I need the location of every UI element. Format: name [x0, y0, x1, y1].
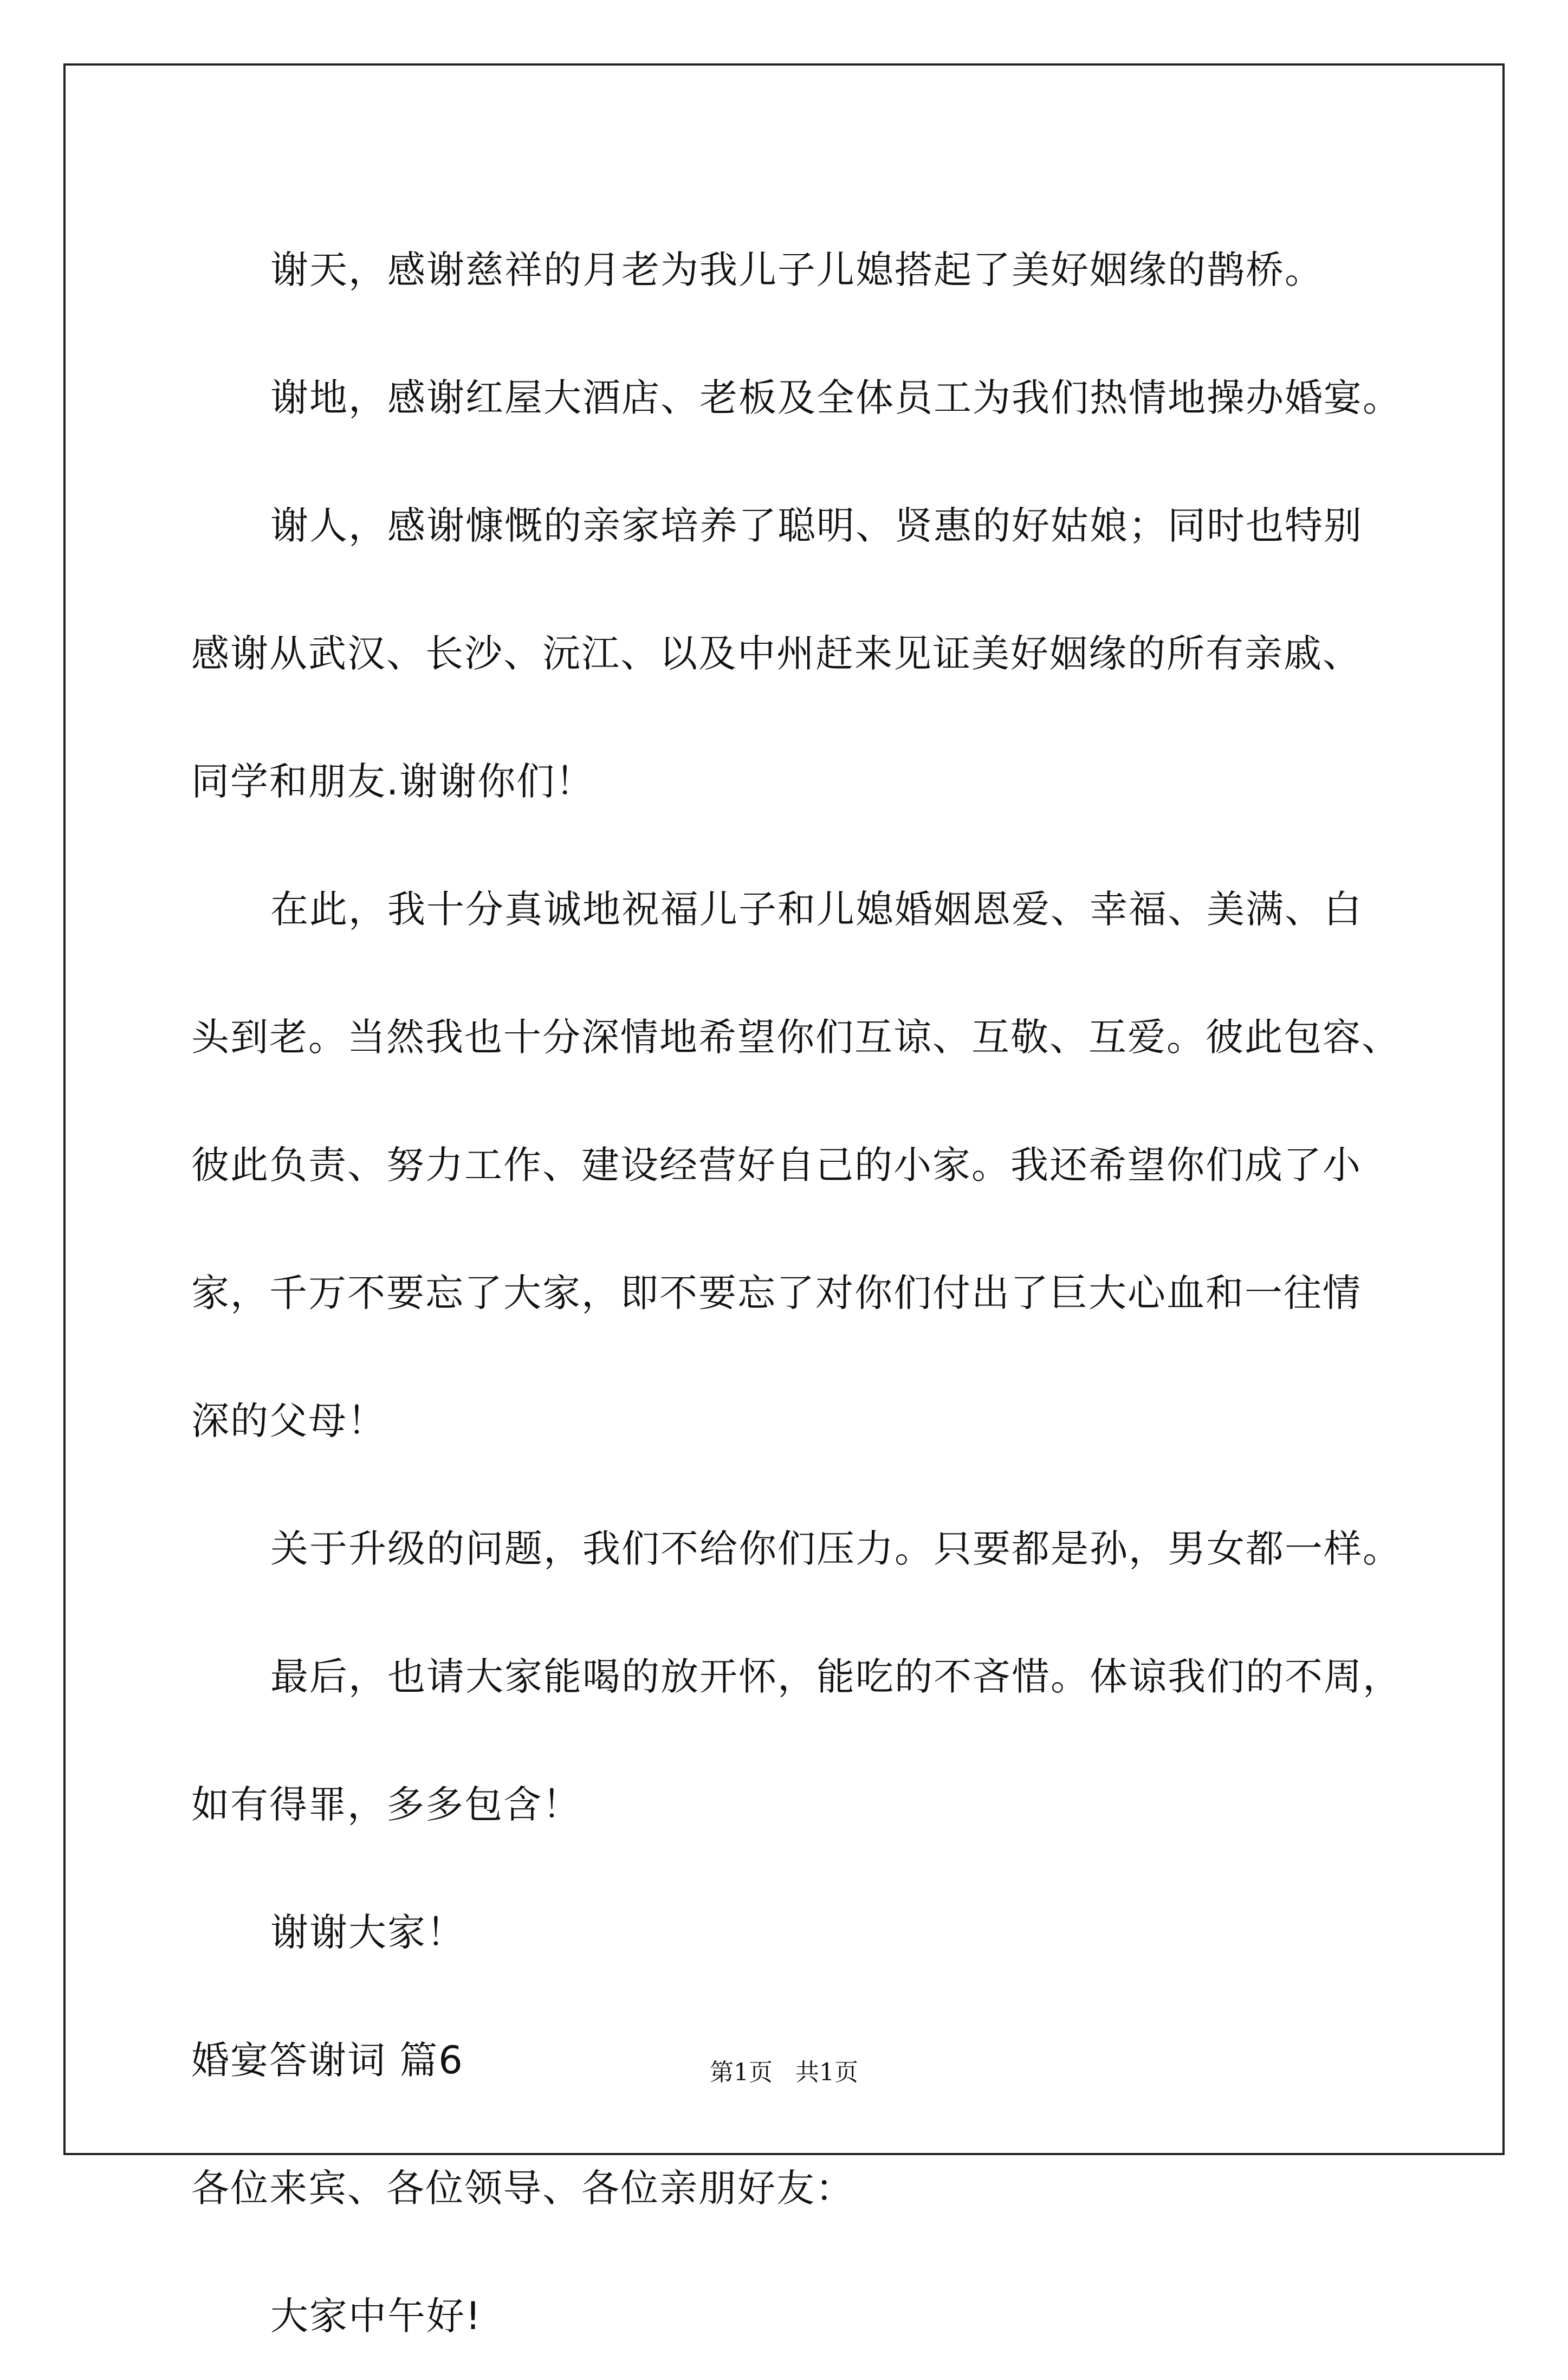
- document-body: [191, 206, 1410, 2380]
- paragraph-line: 最后，也请大家能喝的放开怀，能吃的不吝惜。体谅我们的不周，: [270, 1654, 1402, 1699]
- section-heading: 婚宴答谢词 篇6: [191, 2038, 464, 2082]
- page-number: 第1页: [710, 2059, 773, 2086]
- paragraph-line: 谢谢大家！: [270, 1910, 465, 1955]
- paragraph-line: 如有得罪，多多包含！: [191, 1782, 581, 1827]
- paragraph-line: 谢天，感谢慈祥的月老为我儿子儿媳搭起了美好姻缘的鹊桥。: [270, 248, 1324, 292]
- paragraph-line: 关于升级的问题，我们不给你们压力。只要都是孙，男女都一样。: [270, 1527, 1402, 1571]
- paragraph-line: 感谢从武汉、长沙、沅江、以及中州赶来见证美好姻缘的所有亲戚、: [191, 631, 1362, 676]
- salutation-line: 各位来宾、各位领导、各位亲朋好友：: [191, 2166, 854, 2210]
- paragraph-line: 家，千万不要忘了大家，即不要忘了对你们付出了巨大心血和一往情: [191, 1271, 1362, 1315]
- greeting-line: 大家中午好!: [270, 2294, 482, 2338]
- page-footer: [0, 2056, 1568, 2089]
- paragraph-line: 在此，我十分真诚地祝福儿子和儿媳婚姻恩爱、幸福、美满、白: [270, 887, 1363, 932]
- paragraph-line: 深的父母！: [191, 1399, 386, 1443]
- paragraph-line: 头到老。当然我也十分深情地希望你们互谅、互敬、互爱。彼此包容、: [191, 1015, 1401, 1059]
- paragraph-line: 谢人，感谢慷慨的亲家培养了聪明、贤惠的好姑娘；同时也特别: [270, 503, 1363, 548]
- paragraph-line: 谢地，感谢红屋大酒店、老板及全体员工为我们热情地操办婚宴。: [270, 376, 1402, 420]
- page-total: 共1页: [795, 2059, 858, 2086]
- paragraph-line: 同学和朋友.谢谢你们！: [191, 759, 595, 804]
- paragraph-line: 彼此负责、努力工作、建设经营好自己的小家。我还希望你们成了小: [191, 1143, 1362, 1187]
